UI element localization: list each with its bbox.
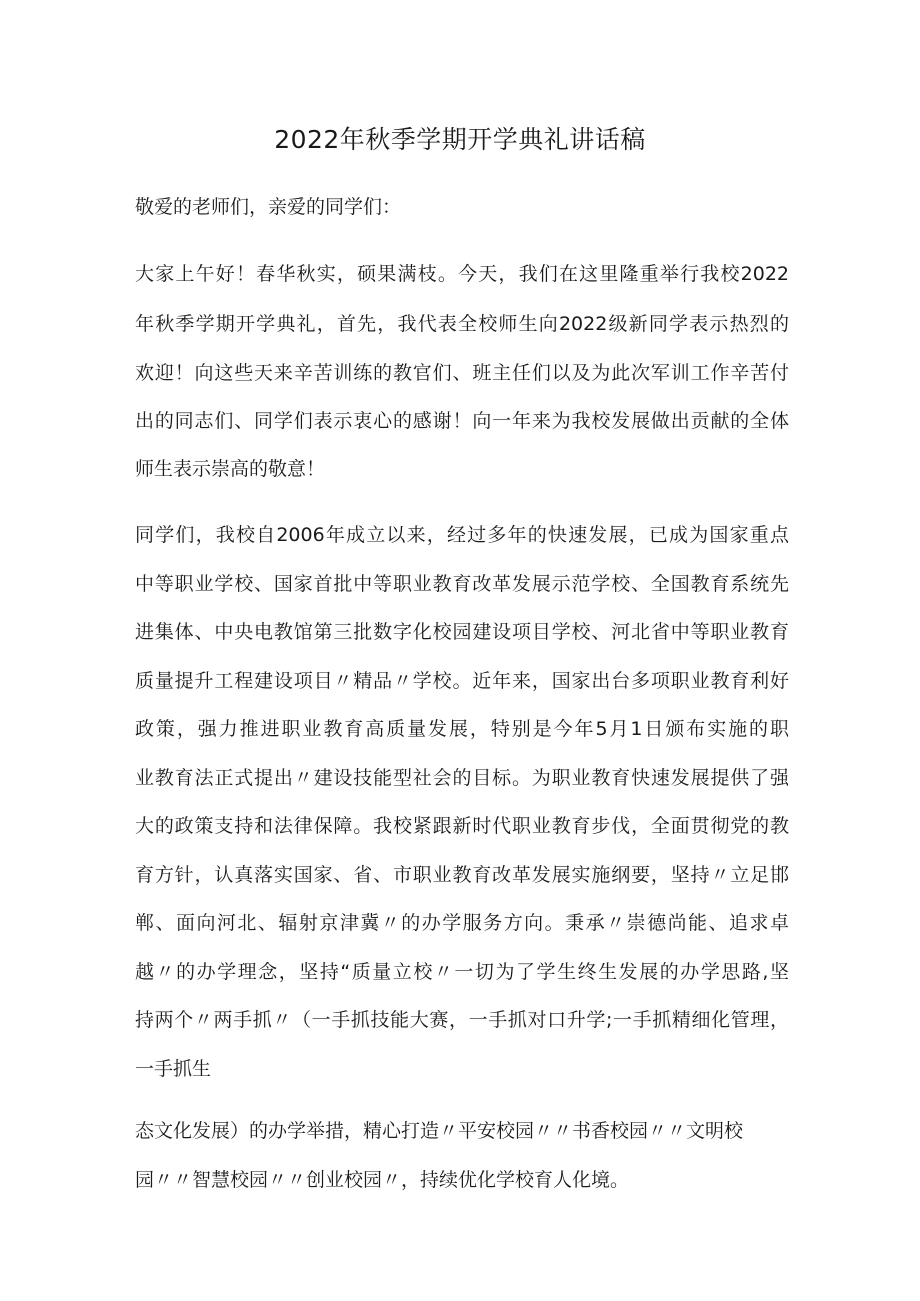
paragraph-2-line: 一手抓生: [135, 1058, 212, 1080]
salutation: 敬爱的老师们，亲爱的同学们：: [135, 196, 402, 218]
paragraph-2-line: 业教育法正式提出〃建设技能型社会的目标。为职业教育快速发展提供了强: [135, 767, 789, 789]
paragraph-2-line: 中等职业学校、国家首批中等职业教育改革发展示范学校、全国教育系统先: [135, 573, 789, 595]
paragraph-3-line: 态文化发展）的办学举措，精心打造〃平安校园〃〃书香校园〃〃文明校: [135, 1120, 744, 1142]
paragraph-2-line: 质量提升工程建设项目〃精品〃学校。近年来，国家出台多项职业教育利好: [135, 670, 789, 692]
paragraph-2-line: 大的政策支持和法律保障。我校紧跟新时代职业教育步伐，全面贯彻党的教: [135, 815, 789, 837]
paragraph-1-line: 欢迎！向这些天来辛苦训练的教官们、班主任们以及为此次军训工作辛苦付: [135, 362, 789, 384]
paragraph-2-line: 同学们，我校自2006年成立以来，经过多年的快速发展，已成为国家重点: [135, 524, 789, 546]
paragraph-1-line: 师生表示崇高的敬意！: [135, 458, 326, 480]
paragraph-2-line: 郸、面向河北、辐射京津冀〃的办学服务方向。秉承〃崇德尚能、追求卓: [135, 912, 789, 934]
paragraph-2-line: 越〃的办学理念，坚持“质量立校〃一切为了学生终生发展的办学思路,坚: [135, 961, 789, 983]
paragraph-2-line: 进集体、中央电教馆第三批数字化校园建设项目学校、河北省中等职业教育: [135, 621, 789, 643]
paragraph-3-line: 园〃〃智慧校园〃〃创业校园〃，持续优化学校育人化境。: [135, 1169, 630, 1191]
paragraph-1-line: 出的同志们、同学们表示衷心的感谢！向一年来为我校发展做出贡献的全体: [135, 410, 789, 432]
paragraph-1-line: 大家上午好！春华秋实，硕果满枝。今天，我们在这里隆重举行我校2022: [135, 263, 789, 285]
paragraph-1-line: 年秋季学期开学典礼，首先，我代表全校师生向2022级新同学表示热烈的: [135, 313, 789, 335]
paragraph-2-line: 持两个〃两手抓〃（一手抓技能大赛，一手抓对口升学;一手抓精细化管理，: [135, 1009, 789, 1031]
document-title: 2022年秋季学期开学典礼讲话稿: [274, 125, 646, 154]
paragraph-2-line: 育方针，认真落实国家、省、市职业教育改革发展实施纲要，坚持〃立足邯: [135, 864, 789, 886]
paragraph-2-line: 政策，强力推进职业教育高质量发展，特别是今年5月1日颁布实施的职: [135, 718, 789, 740]
